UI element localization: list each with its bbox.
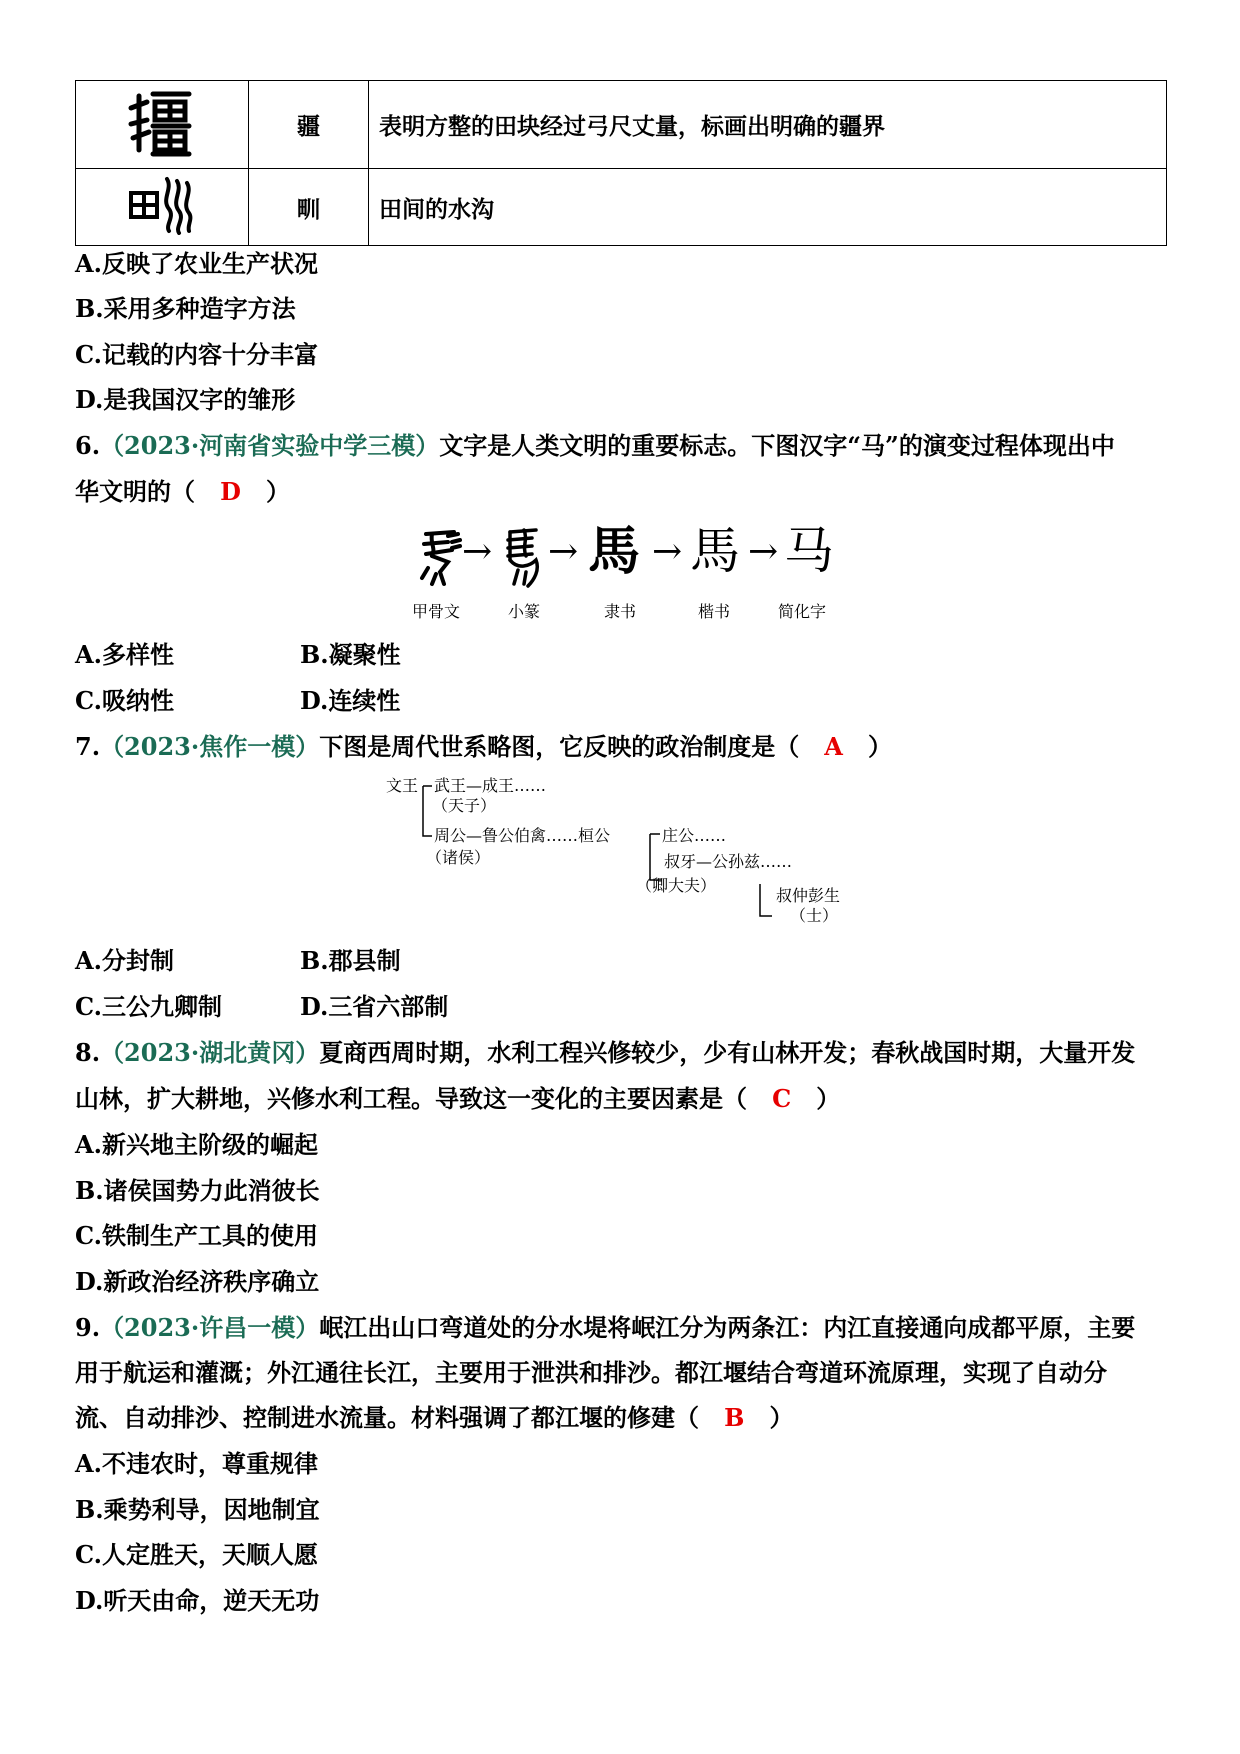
glyph-cell xyxy=(76,81,249,169)
small-seal-horse-icon xyxy=(504,526,544,588)
answer: D xyxy=(220,477,241,506)
arrow: → xyxy=(652,531,683,572)
table-row xyxy=(76,169,1167,246)
option-b: B.凝聚性 xyxy=(300,640,401,669)
question-text: 华文明的（ xyxy=(75,477,195,506)
lineage-zhuanggong: 庄公…… xyxy=(662,826,727,845)
answer: C xyxy=(772,1084,792,1113)
question-source: （2023·湖北黄冈） xyxy=(100,1038,320,1067)
ancient-quan-glyph-icon xyxy=(127,175,197,235)
option-c: C.铁制生产工具的使用 xyxy=(75,1221,319,1250)
option-d: D.新政治经济秩序确立 xyxy=(75,1267,320,1296)
lineage-wenwang: 文王 xyxy=(386,776,419,795)
option-d: D.三省六部制 xyxy=(300,992,449,1021)
simplified-horse-char: 马 xyxy=(784,522,834,580)
option-a: A.多样性 xyxy=(75,640,174,669)
clerical-horse-char: 馬 xyxy=(588,521,641,582)
option-b: B.采用多种造字方法 xyxy=(75,294,296,323)
question-6-line1 xyxy=(75,431,1115,460)
lineage-zhougong: 周公—鲁公伯禽……桓公 xyxy=(434,826,611,845)
character-cell: 甽 xyxy=(249,169,369,246)
ancient-jiang-glyph-icon xyxy=(127,88,197,158)
question-text: 夏商西周时期，水利工程兴修较少，少有山林开发；春秋战国时期，大量开发 xyxy=(319,1038,1136,1067)
answer: A xyxy=(824,732,843,761)
question-number: 6. xyxy=(75,431,101,460)
question-text: 流、自动排沙、控制进水流量。材料强调了都江堰的修建（ xyxy=(75,1403,699,1432)
question-number: 7. xyxy=(75,732,101,761)
question-source: （2023·许昌一模） xyxy=(100,1313,320,1342)
option-d: D.连续性 xyxy=(300,686,401,715)
option-a: A.分封制 xyxy=(75,946,174,975)
option-d: D.听天由命，逆天无功 xyxy=(75,1586,320,1615)
glyph-cell xyxy=(76,169,249,246)
option-c: C.三公九卿制 xyxy=(75,992,223,1021)
question-text: ） xyxy=(265,477,290,506)
script-label: 楷书 xyxy=(698,602,731,621)
lineage-shuzhong: 叔仲彭生 xyxy=(776,886,841,905)
regular-horse-char: 馬 xyxy=(690,522,740,580)
option-b: B.诸侯国势力此消彼长 xyxy=(75,1176,320,1205)
question-6-line2 xyxy=(75,477,290,506)
arrow: → xyxy=(748,531,779,572)
question-9-line3 xyxy=(75,1403,794,1432)
question-text: ） xyxy=(816,1084,841,1113)
question-text: 文字是人类文明的重要标志。下图汉字“马”的演变过程体现出中 xyxy=(439,431,1115,460)
arrow: → xyxy=(462,531,493,572)
option-a: A.不违农时，尊重规律 xyxy=(75,1449,318,1478)
meaning-cell: 田间的水沟 xyxy=(369,169,1167,246)
oracle-bone-horse-icon xyxy=(418,528,464,588)
lineage-zhuhou: （诸侯） xyxy=(426,848,491,867)
character-table xyxy=(75,80,1167,246)
script-label: 简化字 xyxy=(778,602,827,621)
lineage-shuya: 叔牙—公孙兹…… xyxy=(664,852,793,871)
option-c: C.人定胜天，天顺人愿 xyxy=(75,1540,319,1569)
script-label: 小篆 xyxy=(508,602,541,621)
option-d: D.是我国汉字的雏形 xyxy=(75,385,296,414)
question-text: 山林，扩大耕地，兴修水利工程。导致这一变化的主要因素是（ xyxy=(75,1084,747,1113)
answer: B xyxy=(724,1403,745,1432)
question-9-line2: 用于航运和灌溉；外江通往长江，主要用于泄洪和排沙。都江堰结合弯道环流原理，实现了自动分 xyxy=(75,1358,1107,1387)
question-8-line2 xyxy=(75,1084,841,1113)
table-row xyxy=(76,81,1167,169)
question-9-line1 xyxy=(75,1313,1136,1342)
script-label: 隶书 xyxy=(604,602,637,621)
question-8-line1 xyxy=(75,1038,1136,1067)
question-source: （2023·河南省实验中学三模） xyxy=(100,431,440,460)
script-label: 甲骨文 xyxy=(412,602,461,621)
option-c: C.吸纳性 xyxy=(75,686,175,715)
option-b: B.郡县制 xyxy=(300,946,401,975)
question-text: ） xyxy=(868,732,892,761)
question-7-line1 xyxy=(75,732,892,761)
question-text: ） xyxy=(769,1403,794,1432)
lineage-shi: （士） xyxy=(790,906,839,925)
lineage-tianzi: （天子） xyxy=(432,796,497,815)
character-cell: 疆 xyxy=(249,81,369,169)
question-number: 8. xyxy=(75,1038,101,1067)
question-text: 岷江出山口弯道处的分水堤将岷江分为两条江：内江直接通向成都平原，主要 xyxy=(319,1313,1136,1342)
option-c: C.记载的内容十分丰富 xyxy=(75,340,319,369)
lineage-wuwang: 武王—成王…… xyxy=(434,776,547,795)
arrow: → xyxy=(548,531,579,572)
question-source: （2023·焦作一模） xyxy=(100,732,320,761)
option-a: A.新兴地主阶级的崛起 xyxy=(75,1130,318,1159)
meaning-cell: 表明方整的田块经过弓尺丈量，标画出明确的疆界 xyxy=(369,81,1167,169)
option-a: A.反映了农业生产状况 xyxy=(75,249,318,278)
lineage-qingdafu: （卿大夫） xyxy=(636,876,717,895)
question-text: 下图是周代世系略图，它反映的政治制度是（ xyxy=(319,732,800,761)
option-b: B.乘势利导，因地制宜 xyxy=(75,1495,320,1524)
question-number: 9. xyxy=(75,1313,101,1342)
